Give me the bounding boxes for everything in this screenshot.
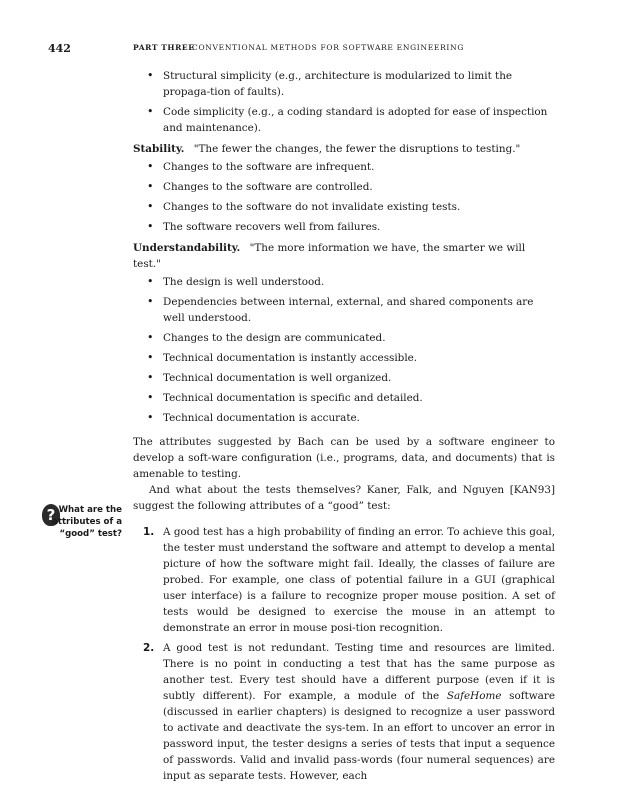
body-paragraph: The attributes suggested by Bach can be used by a software engineer to develop a soft-ware configuration (i.e., programs, data, and documents) that is amenable to testing.	[133, 436, 555, 480]
body-paragraph: And what about the tests themselves? Kaner, Falk, and Nguyen [KAN93] suggest the following attributes of a “good” test:	[133, 484, 555, 512]
list-item: • Dependencies between internal, external, and shared components are well understood.	[133, 294, 555, 326]
running-header	[48, 42, 597, 56]
understandability-quote: "The more information we have, the smarter we will test."	[133, 242, 526, 270]
list-item: • Structural simplicity (e.g., architecture is modularized to limit the propaga-tion of faults).	[133, 68, 555, 100]
margin-question-text: What are the attributes of a “good” test?	[52, 505, 122, 539]
list-item: • Code simplicity (e.g., a coding standard is adopted for ease of inspection and maintenance).	[133, 104, 555, 136]
numbered-item	[133, 524, 555, 636]
list-item: • The design is well understood.	[133, 274, 555, 290]
list-item: • Technical documentation is instantly accessible.	[133, 350, 555, 366]
list-item: • The software recovers well from failures.	[133, 219, 555, 235]
stability-quote: "The fewer the changes, the fewer the disruptions to testing."	[193, 143, 521, 155]
stability-heading: Stability.	[133, 143, 185, 155]
item-text-start: A good test is not redundant. Testing time and resources are limited. There is no point in conducting a test that has the same purpose as another test. Every test should have a different purpose (even if it is subtly different). For example, a module of the	[163, 642, 555, 702]
list-item: • Changes to the software are infrequent.	[133, 159, 555, 175]
list-item: • Technical documentation is well organized.	[133, 370, 555, 386]
understandability-heading-line	[133, 240, 555, 272]
item-text: A good test has a high probability of finding an error. To achieve this goal, the tester must understand the software and attempt to develop a mental picture of how the software might fail. Ideally, the classes of failure are probed. For example, one class of potential failure in a GUI (graphical user interface) is a failure to recognize proper mouse position. A set of tests would be designed to exercise the mouse in an attempt to demonstrate an error in mouse posi-tion recognition.	[163, 526, 555, 634]
understandability-list	[133, 274, 555, 426]
list-item: • Changes to the software do not invalidate existing tests.	[133, 199, 555, 215]
understandability-heading: Understandability.	[133, 242, 241, 254]
numbered-item	[133, 640, 555, 784]
item-number: 2.	[143, 642, 155, 654]
question-mark-icon: ?	[42, 504, 60, 526]
stability-heading-line	[133, 141, 555, 157]
stability-list	[133, 159, 555, 235]
chapter-title: CONVENTIONAL METHODS FOR SOFTWARE ENGINEERING	[192, 43, 465, 52]
page-number: 442	[48, 42, 71, 55]
list-item: • Changes to the software are controlled.	[133, 179, 555, 195]
main-text	[133, 68, 555, 788]
list-item: • Changes to the design are communicated.	[133, 330, 555, 346]
list-item: • Technical documentation is specific and detailed.	[133, 390, 555, 406]
part-label: PART THREE	[133, 43, 195, 52]
item-number: 1.	[143, 526, 155, 538]
list-item: • Technical documentation is accurate.	[133, 410, 555, 426]
item-text-end: software (discussed in earlier chapters) is designed to recognize a user password to activate and deactivate the sys-tem. In an effort to uncover an error in password input, the tester designs a series of tests that input a sequence of passwords. Valid and invalid pass-words (four numeral sequences) are input as separate tests. However, each	[163, 690, 555, 782]
simplicity-list	[133, 68, 555, 136]
book-title: SafeHome	[446, 690, 502, 702]
good-test-attributes-list	[133, 524, 555, 784]
